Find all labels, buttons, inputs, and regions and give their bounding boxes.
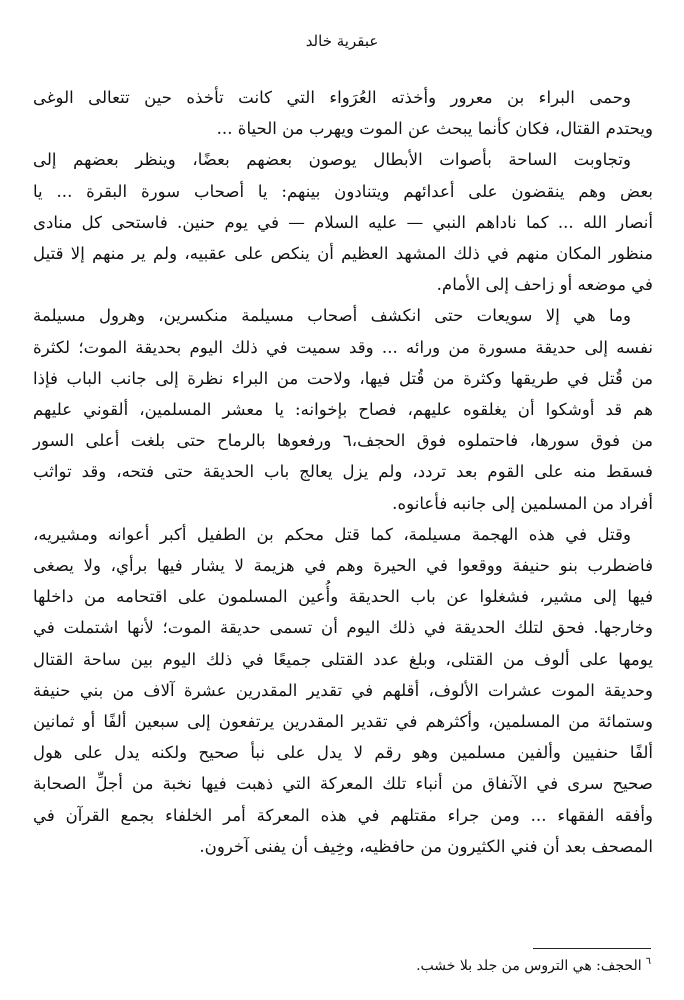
text-line: وقتل في هذه الهجمة مسيلمة، كما قتل محكم بن الطفيل أكبر أعوانه ومشيريه، <box>33 524 631 544</box>
text-line: وما هي إلا سويعات حتى انكشف أصحاب مسيلمة منكسرين، وهرول مسيلمة <box>33 306 631 326</box>
text-line: ويحتدم القتال، فكان كأنما يبحث عن الموت ويهرب من الحياة ... <box>216 119 653 139</box>
text-line: وستمائة من المسلمين، وأكثرهم في تقدير المقدرين يرتفعون إلى سبعين ألفًا أو ثمانين <box>33 712 653 732</box>
footnote-divider <box>533 948 651 949</box>
paragraph-2 <box>33 144 653 300</box>
text-line: من قُتل في طريقها وكثرة من قُتل فيها، ولاحت من البراء نظرة إلى جانب الباب فإذا <box>33 368 653 388</box>
text-line: وحمى البراء بن معرور وأخذته العُرَواء التي كانت تأخذه حين تتعالى الوغى <box>33 88 631 107</box>
text-line: وخارجها. فحق لتلك الحديقة في ذلك اليوم أن تسمى حديقة الموت؛ لأنها اشتملت في <box>33 618 653 638</box>
text-line: بعض وهم ينقضون على أعدائهم ويتنادون بينهم: يا أصحاب سورة البقرة ... يا <box>33 181 653 201</box>
running-header: عبقرية خالد <box>305 32 379 50</box>
footnote-number: ٦ <box>645 956 651 968</box>
footnote <box>416 956 651 976</box>
text-line: نفسه إلى حديقة مسورة من ورائه ... وقد سميت في ذلك اليوم بحديقة الموت؛ لكثرة <box>33 337 653 357</box>
text-line: في موضعه أو زاحف إلى الأمام. <box>436 275 653 295</box>
body-text <box>33 82 653 862</box>
text-line: فسقط منه على القوم بعد تردد، ولم يزل يعالج باب الحديقة حتى فتحه، وقد تواثب <box>33 462 653 482</box>
text-line: وحديقة الموت عشرات الألوف، أقلهم في تقدير المقدرين عشرة آلاف من بني حنيفة <box>33 680 653 700</box>
paragraph-3 <box>33 300 653 518</box>
text-line: منظور المكان منهم في ذلك المشهد العظيم أن ينكص على عقبيه، ولم ير منهم إلا قتيل <box>33 244 653 264</box>
text-line: من فوق سورها، فاحتملوه فوق الحجف،٦ ورفعوها بالرماح حتى بلغت أعلى السور <box>33 431 653 451</box>
text-line: وأفقه الفقهاء ... ومن جراء مقتلهم في هذه المعركة أمر الخلفاء بجمع القرآن في <box>33 805 653 825</box>
text-line: صحيح سرى في الآنفاق من أنباء تلك المعركة التي ذهبت فيها نخبة من أجلِّ الصحابة <box>33 774 653 794</box>
paragraph-4 <box>33 519 653 862</box>
text-line: وتجاوبت الساحة بأصوات الأبطال يوصون بعضهم بعضًا، وينظر بعضهم إلى <box>33 150 631 170</box>
text-line: هم قد أوشكوا أن يغلقوه عليهم، فصاح بإخوانه: يا معشر المسلمين، ألقوني عليهم <box>33 400 653 420</box>
text-line: يومها على ألوف من القتلى، وبلغ عدد القتلى جميعًا في ذلك اليوم بين ساحة القتال <box>33 649 653 669</box>
paragraph-1 <box>33 82 653 144</box>
footnote-text: الحجف: هي التروس من جلد بلا خشب. <box>416 958 642 974</box>
text-line: فاضطرب بنو حنيفة ووقعوا في الحيرة وهم في هزيمة لا يشار فيها برأي، ولا يصغى <box>33 556 653 576</box>
text-line: المصحف بعد أن فني الكثيرون من حافظيه، وخِيف أن يفنى آخرون. <box>199 836 653 856</box>
text-line: أفراد من المسلمين إلى جانبه فأعانوه. <box>392 493 653 513</box>
text-line: أنصار الله ... كما ناداهم النبي — عليه السلام — في يوم حنين. فاستحى كل منادى <box>33 212 653 232</box>
text-line: فيها إلى مشير، فشغلوا عن باب الحديقة وأُعين المسلمون على اقتحامه من داخلها <box>33 587 653 607</box>
text-line: ألفًا حنفيين وألفين مسلمين وهو رقم لا يدل على نبأ صحيح ولكنه يدل على هول <box>33 743 653 763</box>
